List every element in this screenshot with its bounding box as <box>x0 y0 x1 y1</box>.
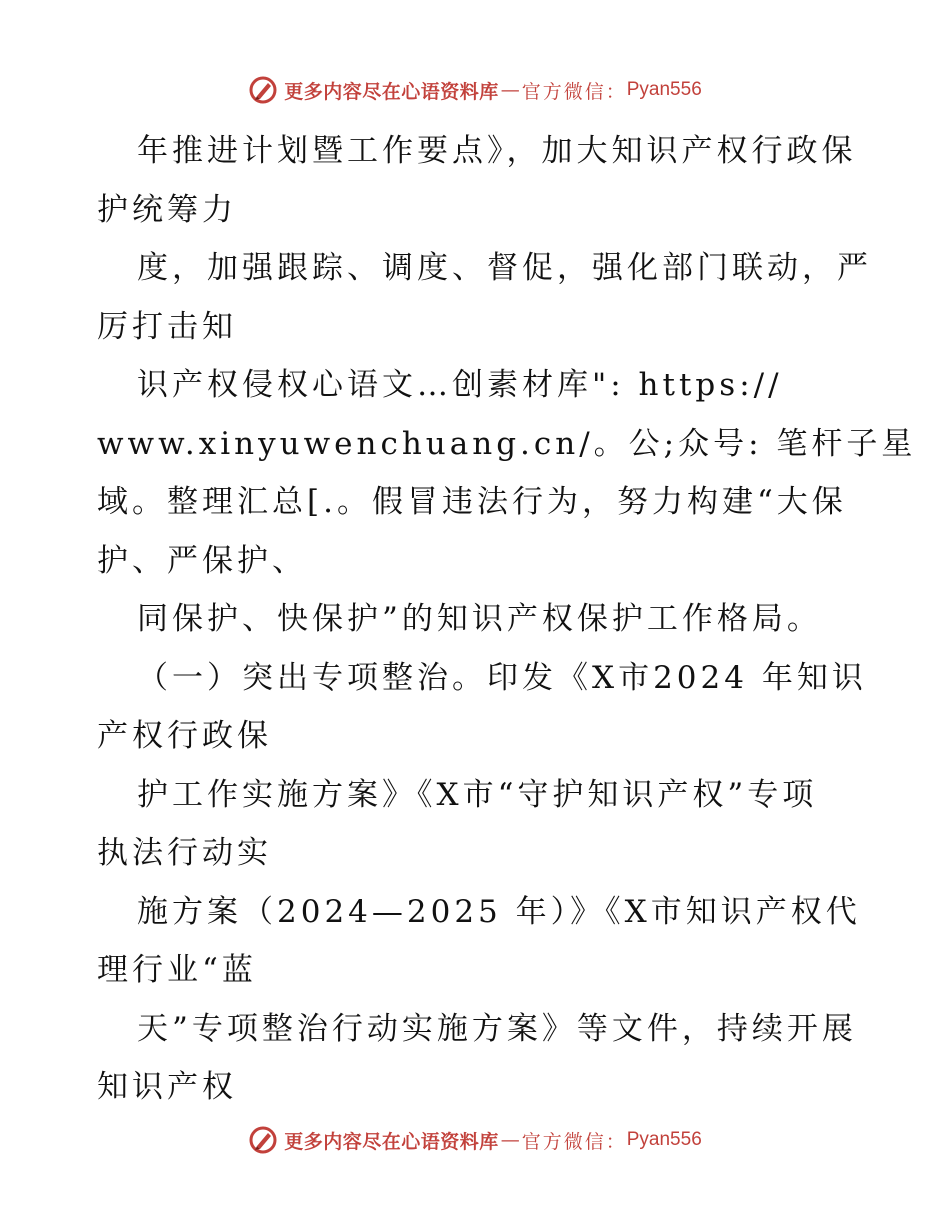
logo-icon <box>248 75 278 105</box>
banner-separator: — <box>500 1129 520 1151</box>
body-line: 厉打击知 <box>97 308 237 345</box>
banner-wechat-label: 官方微信： <box>521 1130 627 1153</box>
banner-wechat-label: 官方微信： <box>521 80 627 103</box>
body-line: 域。整理汇总[.。假冒违法行为，努力构建“大保 <box>97 484 847 520</box>
body-line: 同保护、快保护”的知识产权保护工作格局。 <box>137 601 822 637</box>
body-line: 识产权侵权心语文…创素材库": https:// <box>137 367 783 403</box>
body-line: www.xinyuwenchuang.cn/。公;众号: 笔杆子星 <box>97 425 917 462</box>
banner-wechat-id: Pyan556 <box>626 1129 702 1150</box>
footer-banner <box>0 1120 950 1160</box>
logo-icon <box>248 1125 278 1155</box>
body-line: （一）突出专项整治。印发《X市2024 年知识 <box>137 659 867 696</box>
body-line: 度，加强跟踪、调度、督促，强化部门联动，严 <box>137 250 872 286</box>
body-line: 护、严保护、 <box>97 542 307 579</box>
header-banner <box>0 70 950 110</box>
body-line: 理行业“蓝 <box>97 952 257 988</box>
body-line: 施方案（2024—2025 年）》《X市知识产权代 <box>137 893 861 930</box>
body-line: 产权行政保 <box>97 718 272 754</box>
document-body <box>97 122 917 1117</box>
body-line: 执法行动实 <box>97 835 272 871</box>
banner-site-name: 更多内容尽在心语资料库 <box>284 80 499 103</box>
banner-wechat-id: Pyan556 <box>626 79 702 100</box>
body-line: 年推进计划暨工作要点》，加大知识产权行政保 <box>137 133 857 169</box>
body-line: 护工作实施方案》《X市“守护知识产权”专项 <box>137 776 818 813</box>
banner-separator: — <box>500 79 520 101</box>
body-line: 知识产权 <box>97 1069 237 1105</box>
body-line: 天”专项整治行动实施方案》等文件，持续开展 <box>137 1010 857 1047</box>
banner-site-name: 更多内容尽在心语资料库 <box>284 1130 499 1153</box>
body-line: 护统筹力 <box>97 191 237 228</box>
